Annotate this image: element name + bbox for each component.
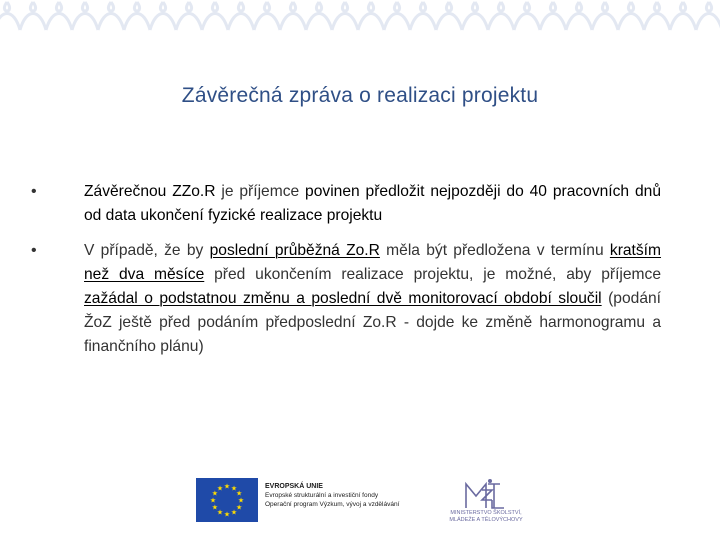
eu-title: EVROPSKÁ UNIE xyxy=(265,483,323,490)
eu-star-icon: ★ xyxy=(235,490,243,498)
bullet2-emphasis-c: zažádal o podstatnou změnu a poslední dvě monitorovací období sloučil xyxy=(84,290,602,307)
bullet-list xyxy=(31,180,661,370)
decorative-pattern-icon xyxy=(0,0,720,36)
eu-star-icon: ★ xyxy=(211,504,219,512)
bullet2-text-a: V případě, že by xyxy=(84,242,210,259)
footer-logos xyxy=(0,470,720,540)
eu-logo-text xyxy=(265,482,445,509)
bullet1-text: je příjemce xyxy=(215,183,306,200)
bullet2-text-c: před ukončením realizace projektu, je možné, aby příjemce xyxy=(204,266,662,283)
ministry-line-2: MLÁDEŽE A TĚLOVÝCHOVY xyxy=(449,517,523,523)
eu-star-icon: ★ xyxy=(223,483,231,491)
bullet2-emphasis-b: kratším než dva měsíce xyxy=(84,242,662,283)
bullet2-text-b: měla být předložena v termínu xyxy=(379,242,610,259)
eu-star-icon: ★ xyxy=(209,497,217,505)
ministry-line-1: MINISTERSTVO ŠKOLSTVÍ, xyxy=(450,510,522,516)
eu-programme-line: Operační program Výzkum, vývoj a vzdělávání xyxy=(265,501,400,508)
header-pattern xyxy=(0,0,720,36)
bullet-item-merge xyxy=(31,239,661,359)
slide-title: Závěrečná zpráva o realizaci projektu xyxy=(181,84,539,107)
eu-star-icon: ★ xyxy=(235,504,243,512)
bullet2-emphasis-a: poslední průběžná Zo.R xyxy=(209,242,380,259)
eu-star-icon: ★ xyxy=(230,509,238,517)
bullet1-term: Závěrečnou ZZo.R xyxy=(84,183,216,200)
bullet1-emphasis: povinen předložit nejpozději do 40 pracovních dnů od data ukončení fyzické realizace projektu xyxy=(84,183,661,224)
eu-star-icon: ★ xyxy=(237,497,245,505)
bullet2-text-d: (podání ŽoZ ještě před podáním předposlední Zo.R - dojde ke změně harmonogramu a finančního plánu) xyxy=(84,290,661,355)
eu-funds-line: Evropské strukturální a investiční fondy xyxy=(265,492,379,499)
bullet-item-deadline xyxy=(31,180,661,228)
eu-star-icon: ★ xyxy=(216,485,224,493)
eu-flag-icon xyxy=(196,478,258,522)
eu-star-icon: ★ xyxy=(230,485,238,493)
eu-star-icon: ★ xyxy=(223,511,231,519)
eu-star-icon: ★ xyxy=(216,509,224,517)
ministry-text xyxy=(440,510,532,524)
eu-star-icon: ★ xyxy=(211,490,219,498)
